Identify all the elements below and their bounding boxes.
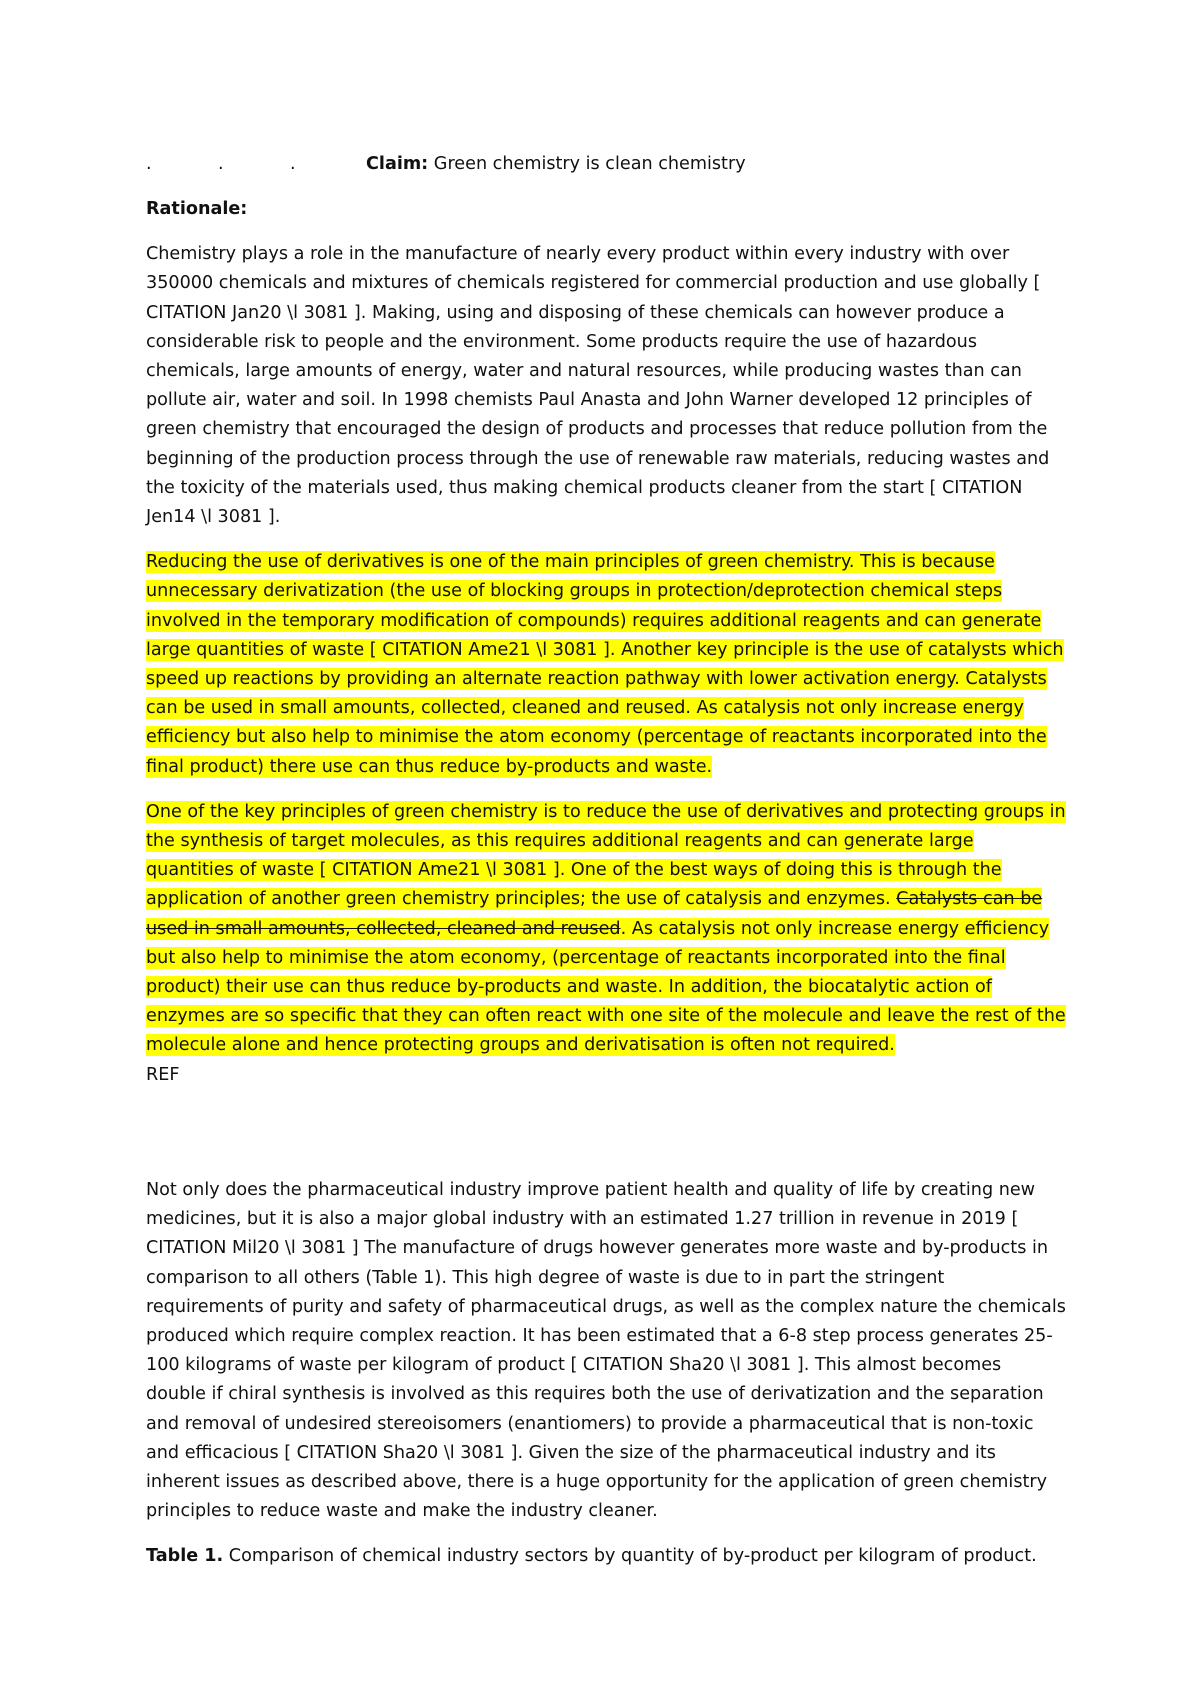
document-body	[146, 150, 1066, 1572]
paragraph-intro: Chemistry plays a role in the manufacture of nearly every product within every industry with over 350000 chemicals and mixtures of chemicals registered for commercial production and use globally [ CITATION Jan20 \l 3081 ]. Making, using and disposing of these chemicals can however produce a considerable risk to people and the environment. Some products require the use of hazardous chemicals, large amounts of energy, water and natural resources, while producing wastes than can pollute air, water and soil. In 1998 chemists Paul Anasta and John Warner developed 12 principles of green chemistry that encouraged the design of products and processes that reduce pollution from the beginning of the production process through the use of renewable raw materials, reducing wastes and the toxicity of the materials used, thus making chemical products cleaner from the start [ CITATION Jen14 \l 3081 ].	[146, 244, 1050, 528]
spacer	[146, 1090, 1066, 1160]
claim-text: Green chemistry is clean chemistry	[428, 154, 746, 174]
claim-label: Claim:	[366, 154, 429, 174]
highlighted-text: One of the key principles of green chemistry is to reduce the use of derivatives and protecting groups in the synthesis of target molecules, as this requires additional reagents and can generate large quantities of waste [ CITATION Ame21 \l 3081 ]. One of the best ways of doing this is through the application of another green chemistry principles; the use of catalysis and enzymes.	[146, 801, 1066, 910]
table-caption	[146, 1542, 1066, 1571]
paragraph-catalysis-highlighted	[146, 798, 1066, 1061]
highlighted-text: Reducing the use of derivatives is one of the main principles of green chemistry. This is because unnecessary derivatization (the use of blocking groups in protection/deprotection chemical steps involved in the temporary modification of compounds) requires additional reagents and can generate large quantities of waste [ CITATION Ame21 \l 3081 ]. Another key principle is the use of catalysts which speed up reactions by providing an alternate reaction pathway with lower activation energy. Catalysts can be used in small amounts, collected, cleaned and reused. As catalysis not only increase energy efficiency but also help to minimise the atom economy (percentage of reactants incorporated into the final product) there use can thus reduce by-products and waste.	[146, 552, 1064, 777]
highlighted-text: . As catalysis not only increase energy efficiency but also help to minimise the atom economy, (percentage of reactants incorporated into the final product) their use can thus reduce by-products and waste. In addition, the biocatalytic action of enzymes are so specific that they can often react with one site of the molecule and leave the rest of the molecule alone and hence protecting groups and derivatisation is often not required.	[146, 918, 1066, 1056]
leader-dot: .	[290, 154, 296, 174]
claim-line	[146, 150, 1066, 179]
ref-placeholder: REF	[146, 1064, 180, 1085]
table-caption-label: Table 1.	[146, 1546, 224, 1567]
paragraph-pharmaceutical: Not only does the pharmaceutical industry improve patient health and quality of life by creating new medicines, but it is also a major global industry with an estimated 1.27 trillion in revenue in 2019 [ CITATION Mil20 \l 3081 ] The manufacture of drugs however generates more waste and by-products in comparison to all others (Table 1). This high degree of waste is due to in part the stringent requirements of purity and safety of pharmaceutical drugs, as well as the complex nature the chemicals produced which require complex reaction. It has been estimated that a 6-8 step process generates 25-100 kilograms of waste per kilogram of product [ CITATION Sha20 \l 3081 ]. This almost becomes double if chiral synthesis is involved as this requires both the use of derivatization and the separation and removal of undesired stereoisomers (enantiomers) to provide a pharmaceutical that is non-toxic and efficacious [ CITATION Sha20 \l 3081 ]. Given the size of the pharmaceutical industry and its inherent issues as described above, there is a huge opportunity for the application of green chemistry principles to reduce waste and make the industry cleaner.	[146, 1179, 1066, 1522]
struck-through-text: Catalysts can be used in small amounts, collected, cleaned and reused	[146, 889, 1043, 939]
claim-heading	[366, 150, 746, 179]
table-caption-text: Comparison of chemical industry sectors by quantity of by-product per kilogram of product.	[223, 1546, 1037, 1567]
rationale-heading: Rationale:	[146, 199, 248, 219]
leader-dot: .	[146, 154, 152, 174]
leader-dot: .	[218, 154, 224, 174]
paragraph-derivatives-highlighted	[146, 548, 1066, 782]
